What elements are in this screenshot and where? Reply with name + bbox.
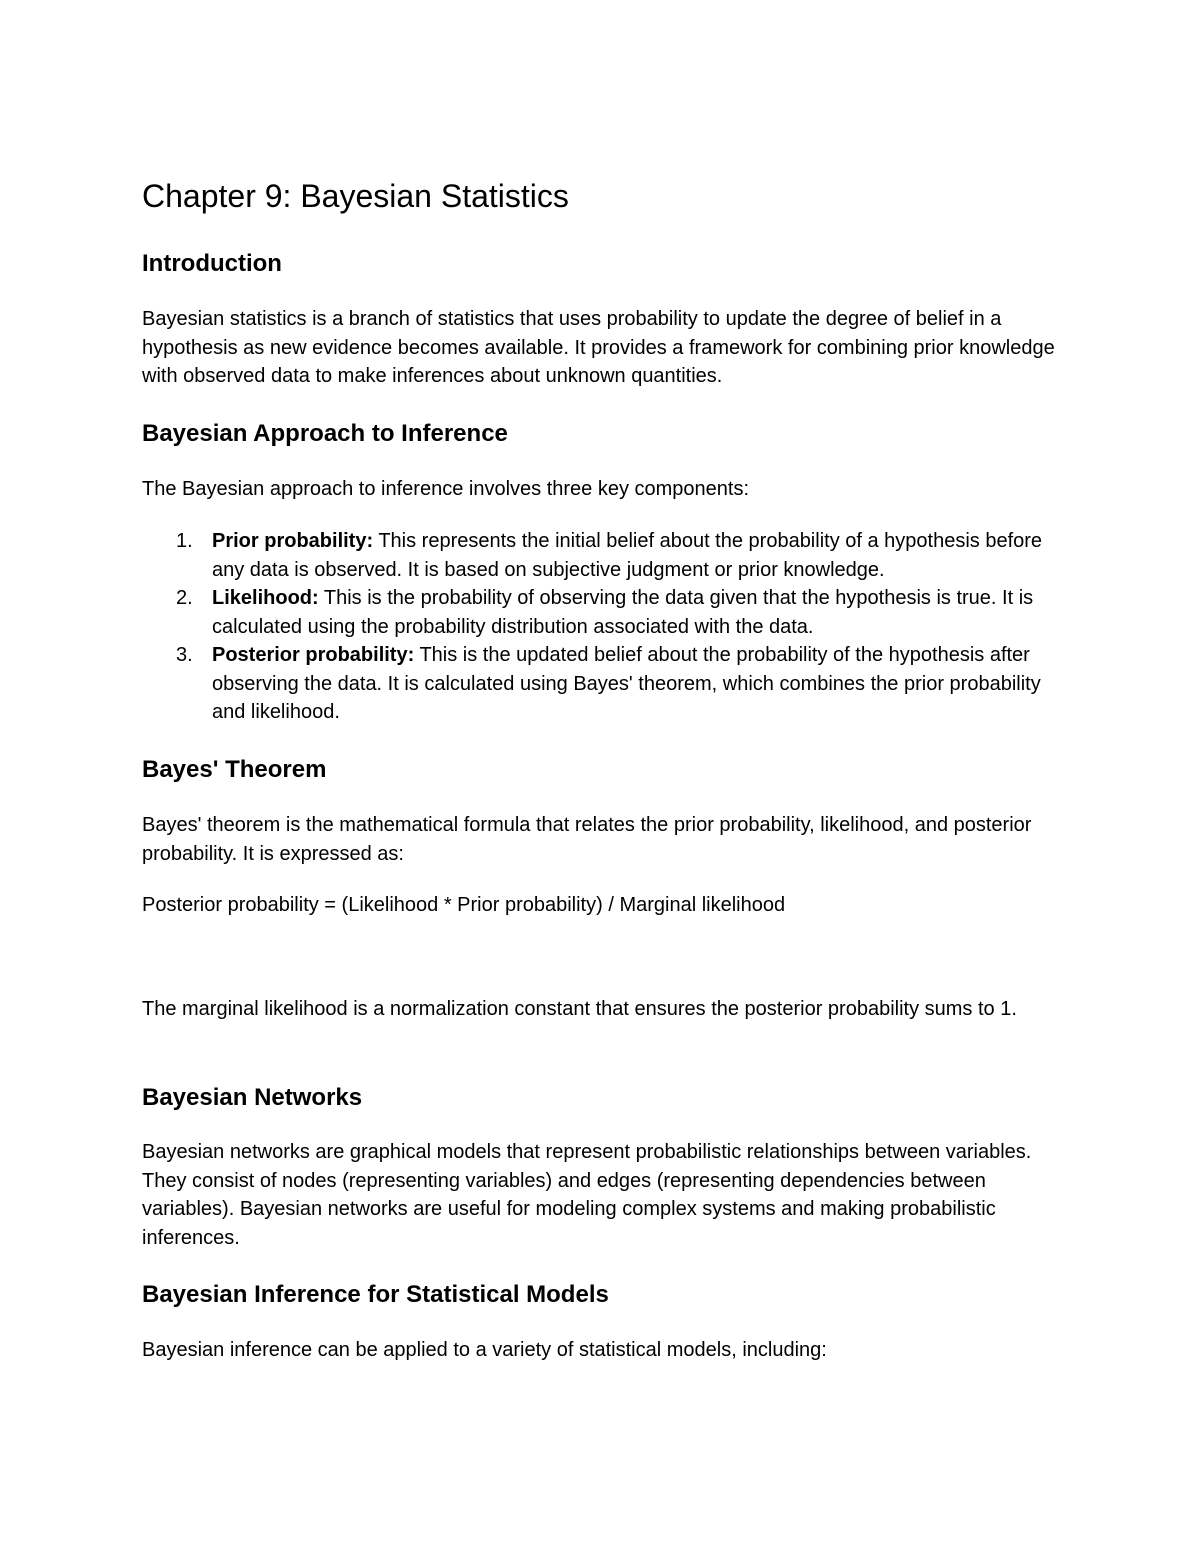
list-item-term: Likelihood: bbox=[212, 587, 319, 609]
introduction-heading: Introduction bbox=[142, 250, 282, 277]
list-item-term: Posterior probability: bbox=[212, 644, 415, 666]
models-heading: Bayesian Inference for Statistical Models bbox=[142, 1281, 609, 1308]
list-item bbox=[142, 584, 1062, 641]
theorem-paragraph: Bayes' theorem is the mathematical formula that relates the prior probability, likelihood, and posterior probability. It is expressed as: bbox=[142, 814, 1032, 865]
approach-heading: Bayesian Approach to Inference bbox=[142, 420, 508, 447]
networks-paragraph: Bayesian networks are graphical models that represent probabilistic relationships between variables. They consist of nodes (representing variables) and edges (representing dependencies between variables). Bayesian networks are useful for modeling complex systems and making probabilistic inferences. bbox=[142, 1141, 1032, 1249]
theorem-heading: Bayes' Theorem bbox=[142, 756, 327, 783]
list-item-number: 2. bbox=[176, 587, 193, 609]
theorem-formula: Posterior probability = (Likelihood * Prior probability) / Marginal likelihood bbox=[142, 894, 786, 916]
list-item-text: This is the probability of observing the data given that the hypothesis is true. It is calculated using the probability distribution associated with the data. bbox=[212, 587, 1034, 638]
list-item-term: Prior probability: bbox=[212, 530, 374, 552]
introduction-paragraph: Bayesian statistics is a branch of statistics that uses probability to update the degree of belief in a hypothesis as new evidence becomes available. It provides a framework for combining prior knowledge with observed data to make inferences about unknown quantities. bbox=[142, 308, 1055, 387]
list-item-text: This is the updated belief about the probability of the hypothesis after observing the data. It is calculated using Bayes' theorem, which combines the prior probability and likelihood. bbox=[212, 644, 1041, 723]
approach-paragraph: The Bayesian approach to inference involves three key components: bbox=[142, 478, 750, 500]
list-item-text: This represents the initial belief about the probability of a hypothesis before any data is observed. It is based on subjective judgment or prior knowledge. bbox=[212, 530, 1043, 581]
theorem-note: The marginal likelihood is a normalization constant that ensures the posterior probability sums to 1. bbox=[142, 998, 1017, 1020]
list-item bbox=[142, 527, 1062, 584]
components-list bbox=[142, 527, 1062, 727]
list-item bbox=[142, 641, 1062, 727]
chapter-title: Chapter 9: Bayesian Statistics bbox=[142, 178, 569, 214]
list-item-number: 3. bbox=[176, 644, 193, 666]
list-item-number: 1. bbox=[176, 530, 193, 552]
networks-heading: Bayesian Networks bbox=[142, 1084, 363, 1111]
models-paragraph: Bayesian inference can be applied to a variety of statistical models, including: bbox=[142, 1339, 827, 1361]
